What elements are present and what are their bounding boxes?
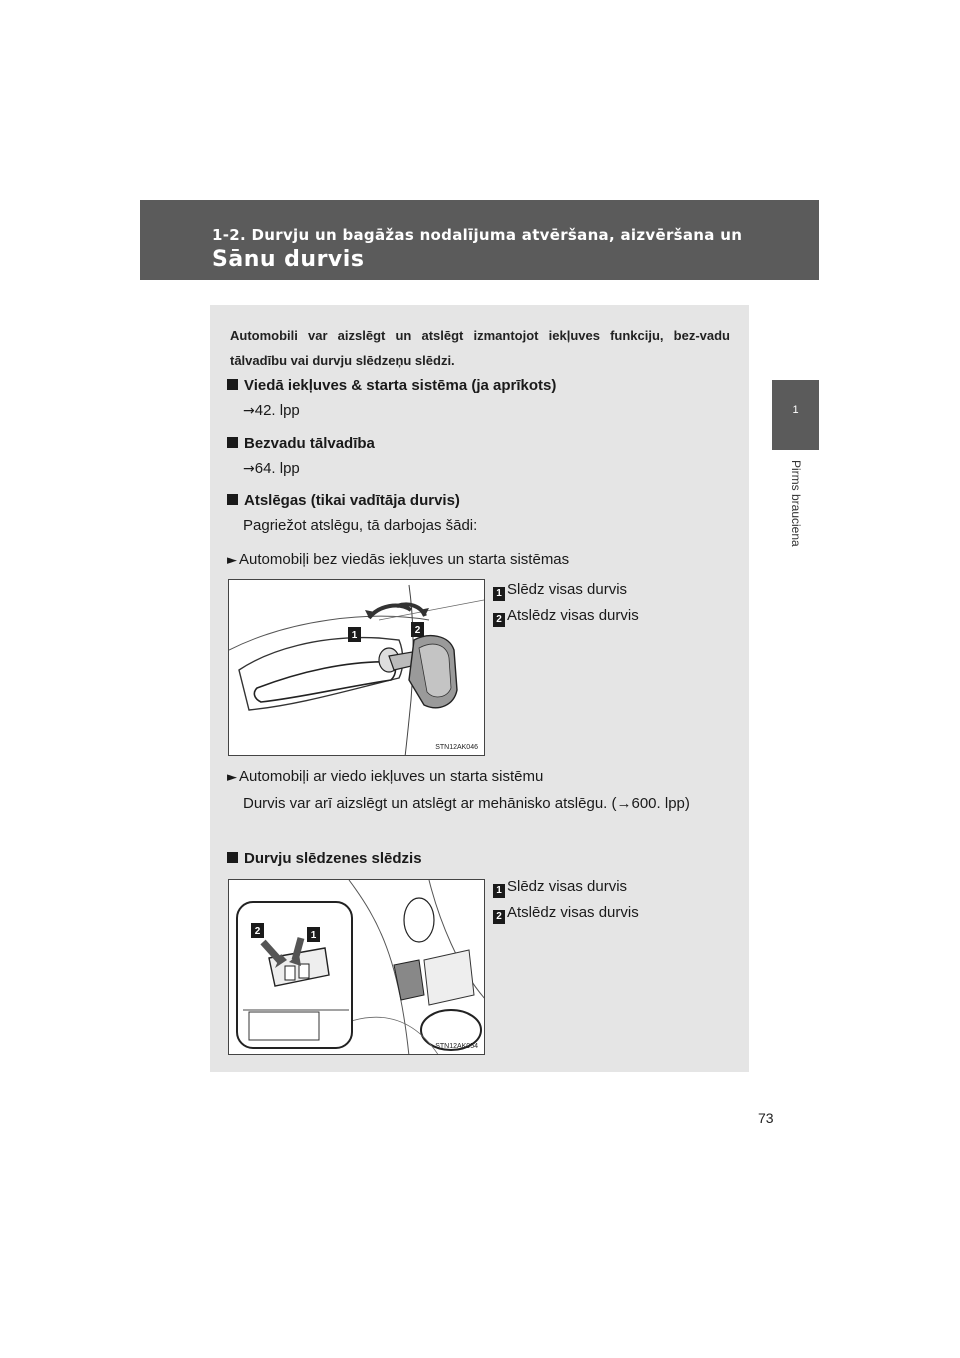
door-handle-drawing [229,580,485,756]
chapter-label-text: Pirms brauciena [789,460,803,547]
content-panel [210,305,749,1072]
svg-text:2: 2 [414,625,421,636]
triangle-bullet-icon: ► [227,553,237,568]
legend-item: 1 Slēdz visas durvis [493,581,627,601]
section-heading-wireless-remote: Bezvadu tālvadība [227,435,375,452]
figure-code: STN12AK046 [435,744,478,751]
section-title: 1-2. Durvju un bagāžas nodalījuma atvēršana, aizvēršana un [212,226,743,244]
section-heading-keys: Atslēgas (tikai vadītāja durvis) [227,492,460,509]
bullet-item: ► Automobiļi ar viedo iekļuves un starta sistēmu [227,768,544,785]
bullet-item: ► Automobiļi bez viedās iekļuves un starta sistēmas [227,551,570,568]
legend-item: 2 Atslēdz visas durvis [493,904,639,924]
interior-drawing [229,880,485,1055]
number-1-icon: 1 [493,884,505,898]
arrow-icon: → [243,403,255,419]
intro-text: Automobili var aizslēgt un atslēgt izmantojot iekļuves funkciju, bez-vadu tālvadību vai durvju slēdzeņu slēdzi. [230,328,730,368]
square-bullet-icon [227,852,238,863]
chapter-label [787,460,805,570]
square-bullet-icon [227,494,238,505]
chapter-number: 1 [792,404,799,416]
square-bullet-icon [227,437,238,448]
legend-item: 1 Slēdz visas durvis [493,878,627,898]
arrow-icon: → [243,461,255,477]
section-heading-door-lock-switch: Durvju slēdzenes slēdzis [227,850,422,867]
key-door-illustration [228,579,485,756]
number-1-icon: 1 [493,587,505,601]
mechanical-key-text: Durvis var arī aizslēgt un atslēgt ar mehānisko atslēgu. (→600. lpp) [243,795,690,812]
section-header [140,200,819,280]
door-lock-switch-illustration [228,879,485,1055]
chapter-tab [772,380,819,450]
page-reference[interactable]: →42. lpp [243,402,300,419]
square-bullet-icon [227,379,238,390]
number-2-icon: 2 [493,910,505,924]
number-2-icon: 2 [493,613,505,627]
svg-text:1: 1 [351,630,358,641]
triangle-bullet-icon: ► [227,770,237,785]
svg-text:2: 2 [254,926,261,937]
svg-text:1: 1 [310,930,317,941]
page-number: 73 [758,1110,774,1126]
page-title: Sānu durvis [212,247,365,272]
page-reference[interactable]: →64. lpp [243,460,300,477]
figure-code: STN12AK054 [435,1043,478,1050]
section-heading-smart-entry: Viedā iekļuves & starta sistēma (ja aprīkots) [227,377,556,394]
legend-item: 2 Atslēdz visas durvis [493,607,639,627]
keys-text: Pagriežot atslēgu, tā darbojas šādi: [243,517,478,534]
